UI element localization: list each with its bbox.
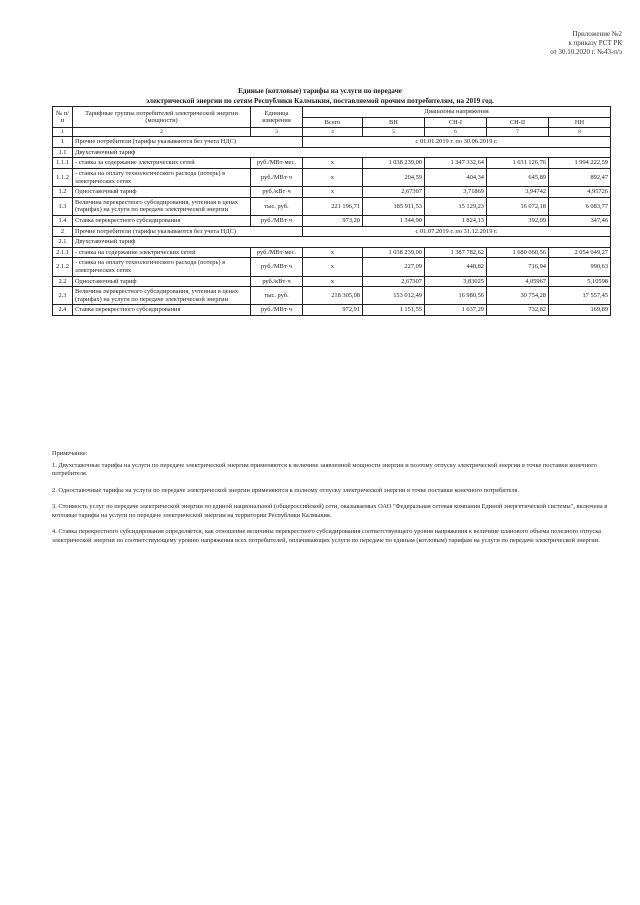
column-index: 7 [487, 128, 549, 137]
tariff-group-name: Ставка перекрестного субсидирования [73, 215, 251, 226]
nn-cell: 990,63 [549, 258, 611, 276]
nn-cell: 5,10598 [549, 276, 611, 287]
table-row [53, 258, 611, 276]
header-ranges: Диапазоны напряжения [303, 107, 611, 118]
row-number: 2.1 [53, 237, 73, 248]
note-item: 1. Двухставочные тарифы на услуги по передаче электрической энергии применяются к величине заявленной мощности энергии и поэтому отпуску электрической энергии в точке поставки конечного потребителя. [52, 461, 597, 477]
total-cell: x [303, 276, 363, 287]
section-row [53, 226, 611, 237]
vn-cell: 227,09 [363, 258, 425, 276]
sn1-cell: 3,83025 [425, 276, 487, 287]
tariff-group-name: Величина перекрестного субсидирования, учтенная в ценах (тарифах) на услуги по передаче электрической энергии [73, 197, 251, 215]
document-title [30, 86, 610, 106]
total-cell: 218 305,08 [303, 287, 363, 305]
nn-cell: 2 054 049,27 [549, 247, 611, 258]
annex-order: к приказу РСТ РК [568, 39, 622, 47]
nn-cell: 4,95726 [549, 187, 611, 198]
vn-cell: 204,59 [363, 168, 425, 186]
subsection-row [53, 237, 611, 248]
sn2-cell: 716,94 [487, 258, 549, 276]
tariff-group-name: - ставка на оплату технологического расхода (потерь) в электрических сетях [73, 168, 251, 186]
row-number: 2.1.1 [53, 247, 73, 258]
table-row [53, 305, 611, 316]
column-index: 2 [73, 128, 251, 137]
header-nn: НН [549, 117, 611, 128]
header-total: Всего [303, 117, 363, 128]
column-index-row [53, 128, 611, 137]
row-number: 2.1.2 [53, 258, 73, 276]
header-sn2: СН-II [487, 117, 549, 128]
row-number: 2.2 [53, 276, 73, 287]
column-index: 3 [251, 128, 303, 137]
sn2-cell: 16 072,18 [487, 197, 549, 215]
header-row [53, 107, 611, 118]
subsection-title: Двухставочный тариф [73, 147, 611, 158]
vn-cell: 153 012,49 [363, 287, 425, 305]
sn1-cell: 3,71869 [425, 187, 487, 198]
table-row [53, 168, 611, 186]
section-period: с 01.01.2019 г. по 30.06.2019 г. [303, 137, 611, 148]
sn2-cell: 3,94742 [487, 187, 549, 198]
total-cell: 973,20 [303, 215, 363, 226]
total-cell: 972,91 [303, 305, 363, 316]
total-cell: x [303, 187, 363, 198]
tariff-table [52, 106, 611, 316]
table-row [53, 247, 611, 258]
nn-cell: 169,89 [549, 305, 611, 316]
total-cell: x [303, 168, 363, 186]
total-cell: 221 196,71 [303, 197, 363, 215]
nn-cell: 6 083,77 [549, 197, 611, 215]
column-index: 1 [53, 128, 73, 137]
sn2-cell: 30 754,28 [487, 287, 549, 305]
row-number: 1.3 [53, 197, 73, 215]
unit-cell: руб./МВт·ч [251, 168, 303, 186]
vn-cell: 1 038 239,00 [363, 158, 425, 169]
sn2-cell: 1 631 126,76 [487, 158, 549, 169]
column-index: 5 [363, 128, 425, 137]
note-item: 4. Ставка перекрестного субсидирования определяется, как отношение величины перекрестного субсидирования соответствующего уровня напряжения к величине планового объема полезного отпуска электрической энергии по соответствующему уровню напряжения всех потребителей, оплачивающих услуги по передаче по единым (котловым) тарифам на услуги по передаче электрической энергии. [52, 528, 602, 544]
tariff-group-name: Величина перекрестного субсидирования, учтенная в ценах (тарифах) на услуги по передаче электрической энергии [73, 287, 251, 305]
nn-cell: 347,46 [549, 215, 611, 226]
tariff-group-name: - ставка на оплату технологического расхода (потерь) в электрических сетях [73, 258, 251, 276]
tariff-group-name: Одноставочный тариф [73, 276, 251, 287]
subsection-row [53, 147, 611, 158]
column-index: 4 [303, 128, 363, 137]
unit-cell: руб./МВт·мес. [251, 158, 303, 169]
sn1-cell: 1 637,29 [425, 305, 487, 316]
note-item: 2. Одноставочные тарифы на услуги по передаче электрической энергии применяются к полному отпуску электрической энергии в точке поставки конечного потребителя. [52, 486, 520, 494]
header-num: № п/п [53, 107, 73, 128]
unit-cell: руб./кВт·ч [251, 187, 303, 198]
row-number: 1.1.1 [53, 158, 73, 169]
sn2-cell: 4,05967 [487, 276, 549, 287]
unit-cell: тыс. руб. [251, 287, 303, 305]
sn1-cell: 15 129,23 [425, 197, 487, 215]
row-number: 1.1 [53, 147, 73, 158]
sn1-cell: 1 824,13 [425, 215, 487, 226]
unit-cell: руб./кВт·ч [251, 276, 303, 287]
table-row [53, 215, 611, 226]
sn2-cell: 732,82 [487, 305, 549, 316]
header-unit: Единица измерения [251, 107, 303, 128]
table-row [53, 197, 611, 215]
vn-cell: 1 344,90 [363, 215, 425, 226]
subsection-title: Двухставочный тариф [73, 237, 611, 248]
unit-cell: руб./МВт·ч [251, 215, 303, 226]
table-row [53, 276, 611, 287]
nn-cell: 892,47 [549, 168, 611, 186]
tariff-group-name: Ставка перекрестного субсидирования [73, 305, 251, 316]
header-vn: ВН [363, 117, 425, 128]
unit-cell: руб./МВт·ч [251, 305, 303, 316]
section-title: Прочие потребители (тарифы указываются без учета НДС) [73, 137, 303, 148]
sn2-cell: 1 680 060,56 [487, 247, 549, 258]
vn-cell: 185 911,53 [363, 197, 425, 215]
sn1-cell: 448,82 [425, 258, 487, 276]
annex-number: Приложение №2 [572, 30, 622, 38]
sn2-cell: 645,89 [487, 168, 549, 186]
annex-reference [550, 30, 622, 57]
row-number: 2 [53, 226, 73, 237]
total-cell: x [303, 258, 363, 276]
total-cell: x [303, 158, 363, 169]
row-number: 1.2 [53, 187, 73, 198]
sn1-cell: 1 387 782,62 [425, 247, 487, 258]
unit-cell: руб./МВт·мес. [251, 247, 303, 258]
nn-cell: 17 557,45 [549, 287, 611, 305]
row-number: 2.3 [53, 287, 73, 305]
section-row [53, 137, 611, 148]
tariff-group-name: Одноставочный тариф [73, 187, 251, 198]
header-sn1: СН-I [425, 117, 487, 128]
title-line-1: Единые (котловые) тарифы на услуги по передаче [238, 87, 402, 95]
nn-cell: 1 994 222,59 [549, 158, 611, 169]
row-number: 1.4 [53, 215, 73, 226]
table-row [53, 158, 611, 169]
sn1-cell: 1 347 332,64 [425, 158, 487, 169]
tariff-group-name: - ставка на содержание электрических сетей [73, 247, 251, 258]
section-title: Прочие потребители (тарифы указываются без учета НДС) [73, 226, 303, 237]
annex-date: от 30.10.2020 г. №43-п/э [550, 48, 622, 56]
vn-cell: 2,67307 [363, 276, 425, 287]
note-item: 3. Стоимость услуг по передаче электрической энергии по единой национальной (общероссийской) сети, оказываемых ОАО "Федеральная сетевая компания Единой энергетической системы", включена в котловые тарифы на услуги по передаче электрической энергии на территории Республики Калмыкия. [52, 503, 608, 519]
section-period: с 01.07.2019 г. по 31.12.2019 г. [303, 226, 611, 237]
row-number: 2.4 [53, 305, 73, 316]
header-group: Тарифные группы потребителей электрической энергии (мощности) [73, 107, 251, 128]
table-row [53, 187, 611, 198]
row-number: 1.1.2 [53, 168, 73, 186]
total-cell: x [303, 247, 363, 258]
sn1-cell: 404,34 [425, 168, 487, 186]
table-row [53, 287, 611, 305]
sn2-cell: 392,09 [487, 215, 549, 226]
column-index: 6 [425, 128, 487, 137]
vn-cell: 1 151,55 [363, 305, 425, 316]
notes-section [52, 450, 612, 545]
title-line-2: электрической энергии по сетям Республики Калмыкия, поставляемой прочим потребителям, на 2019 год. [146, 97, 494, 105]
vn-cell: 2,67307 [363, 187, 425, 198]
unit-cell: тыс. руб. [251, 197, 303, 215]
column-index: 8 [549, 128, 611, 137]
sn1-cell: 16 980,56 [425, 287, 487, 305]
row-number: 1 [53, 137, 73, 148]
unit-cell: руб./МВт·ч [251, 258, 303, 276]
tariff-group-name: - ставка за содержание электрических сетей [73, 158, 251, 169]
vn-cell: 1 038 239,00 [363, 247, 425, 258]
notes-heading: Примечание: [52, 450, 88, 457]
